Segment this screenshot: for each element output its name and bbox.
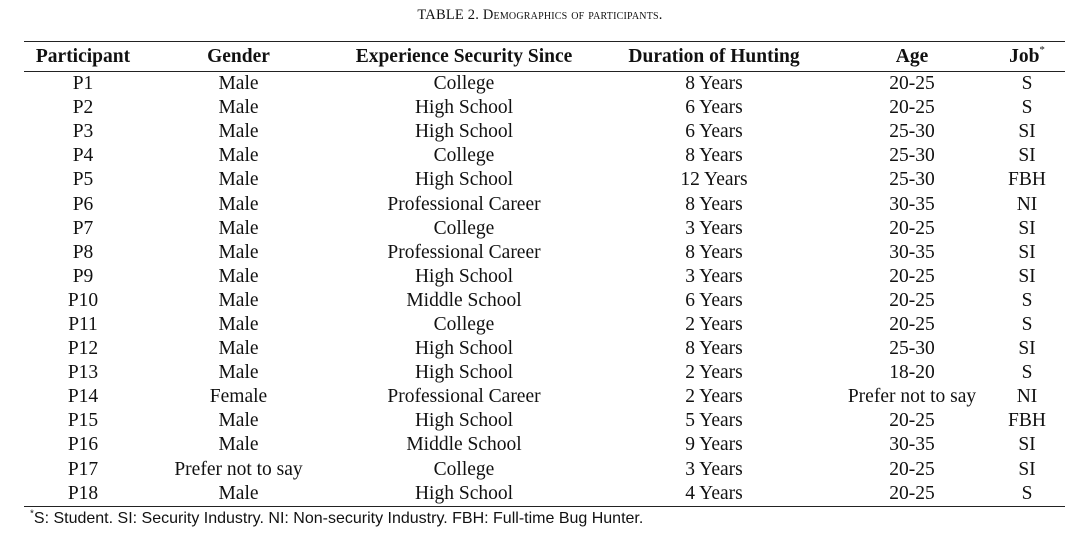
cell-participant: P12 [67, 338, 99, 360]
cell-job: SI [1018, 121, 1036, 143]
cell-gender: Male [218, 193, 259, 215]
cell-job: S [1021, 482, 1033, 504]
cell-age: 20-25 [889, 289, 935, 311]
cell-gender: Male [218, 217, 259, 239]
table-row [24, 361, 1065, 385]
cell-experience: High School [414, 362, 514, 384]
cell-participant: P15 [67, 410, 99, 432]
cell-age: 30-35 [889, 193, 935, 215]
footnote-marker: * [30, 508, 34, 520]
cell-gender: Male [218, 169, 259, 191]
cell-job: SI [1018, 458, 1036, 480]
cell-job: S [1021, 362, 1033, 384]
table-row [24, 385, 1065, 409]
cell-job: FBH [1008, 169, 1046, 191]
cell-duration: 12 Years [680, 169, 748, 191]
cell-experience: Professional Career [387, 241, 541, 263]
cell-age: 25-30 [889, 338, 935, 360]
footnote-text: S: Student. SI: Security Industry. NI: Non-security Industry. FBH: Full-time Bug Hunter. [33, 510, 644, 527]
table-row [24, 409, 1065, 433]
cell-age: 25-30 [889, 121, 935, 143]
cell-participant: P1 [72, 73, 94, 95]
table-row [24, 337, 1065, 361]
table-row [24, 482, 1065, 507]
header-duration: Duration of Hunting [628, 46, 800, 67]
table-row [24, 265, 1065, 289]
cell-duration: 6 Years [685, 289, 743, 311]
cell-duration: 8 Years [685, 241, 743, 263]
cell-age: 20-25 [889, 265, 935, 287]
header-job-label: Job [1009, 46, 1040, 67]
cell-duration: 8 Years [685, 73, 743, 95]
cell-job: FBH [1008, 410, 1046, 432]
cell-duration: 6 Years [685, 97, 743, 119]
cell-job: S [1021, 289, 1033, 311]
table-row [24, 289, 1065, 313]
cell-experience: High School [414, 121, 514, 143]
cell-experience: Middle School [406, 434, 522, 456]
cell-gender: Male [218, 313, 259, 335]
table-row [24, 144, 1065, 168]
cell-age: Prefer not to say [847, 386, 977, 408]
cell-participant: P7 [72, 217, 94, 239]
cell-job: S [1021, 313, 1033, 335]
cell-job: SI [1018, 217, 1036, 239]
cell-age: 30-35 [889, 434, 935, 456]
caption-title: Demographics of participants. [482, 7, 663, 23]
cell-age: 25-30 [889, 169, 935, 191]
cell-duration: 9 Years [685, 434, 743, 456]
cell-duration: 2 Years [685, 362, 743, 384]
cell-experience: College [433, 217, 495, 239]
table-row [24, 96, 1065, 120]
cell-experience: College [433, 458, 495, 480]
cell-gender: Prefer not to say [174, 458, 303, 480]
cell-duration: 3 Years [685, 265, 743, 287]
table-footnote [30, 510, 643, 528]
cell-duration: 2 Years [685, 313, 743, 335]
cell-gender: Male [218, 338, 259, 360]
table-row [24, 168, 1065, 192]
table-row [24, 458, 1065, 482]
cell-duration: 6 Years [685, 121, 743, 143]
cell-experience: High School [414, 410, 514, 432]
header-experience: Experience Security Since [355, 46, 573, 67]
cell-age: 20-25 [889, 482, 935, 504]
cell-age: 20-25 [889, 217, 935, 239]
cell-age: 18-20 [889, 362, 935, 384]
cell-job: S [1021, 97, 1033, 119]
cell-gender: Male [218, 241, 259, 263]
cell-gender: Male [218, 434, 259, 456]
table-row [24, 72, 1065, 97]
cell-gender: Male [218, 362, 259, 384]
cell-participant: P14 [67, 386, 99, 408]
header-gender: Gender [207, 46, 270, 67]
cell-age: 25-30 [889, 145, 935, 167]
cell-gender: Male [218, 73, 259, 95]
cell-gender: Male [218, 121, 259, 143]
cell-experience: College [433, 73, 495, 95]
cell-gender: Female [209, 386, 268, 408]
cell-duration: 8 Years [685, 338, 743, 360]
cell-gender: Male [218, 145, 259, 167]
cell-participant: P17 [67, 458, 99, 480]
table-row [24, 192, 1065, 216]
table-row [24, 120, 1065, 144]
cell-experience: Professional Career [387, 386, 541, 408]
cell-job: SI [1018, 265, 1036, 287]
cell-experience: High School [414, 97, 514, 119]
cell-experience: College [433, 145, 495, 167]
cell-participant: P11 [68, 313, 98, 335]
cell-experience: High School [414, 169, 514, 191]
cell-job: NI [1016, 386, 1038, 408]
cell-job: S [1021, 73, 1033, 95]
cell-duration: 3 Years [685, 217, 743, 239]
cell-participant: P4 [72, 145, 94, 167]
cell-gender: Male [218, 97, 259, 119]
cell-experience: High School [414, 338, 514, 360]
demographics-table [24, 41, 1065, 507]
caption-prefix: TABLE 2. [417, 7, 480, 23]
cell-participant: P5 [72, 169, 94, 191]
cell-job: SI [1018, 434, 1036, 456]
cell-duration: 8 Years [685, 193, 743, 215]
cell-gender: Male [218, 265, 259, 287]
cell-participant: P8 [72, 241, 94, 263]
cell-gender: Male [218, 482, 259, 504]
cell-participant: P9 [72, 265, 94, 287]
cell-participant: P16 [67, 434, 99, 456]
cell-duration: 5 Years [685, 410, 743, 432]
cell-age: 20-25 [889, 458, 935, 480]
cell-participant: P10 [67, 289, 99, 311]
cell-participant: P2 [72, 97, 94, 119]
cell-experience: High School [414, 265, 514, 287]
cell-experience: Professional Career [387, 193, 541, 215]
header-participant: Participant [35, 46, 131, 67]
cell-gender: Male [218, 289, 259, 311]
table-row [24, 217, 1065, 241]
table-row [24, 313, 1065, 337]
cell-participant: P3 [72, 121, 94, 143]
header-age: Age [895, 46, 929, 67]
cell-job: SI [1018, 241, 1036, 263]
cell-job: SI [1018, 145, 1036, 167]
cell-age: 20-25 [889, 97, 935, 119]
cell-participant: P13 [67, 362, 99, 384]
cell-duration: 3 Years [685, 458, 743, 480]
cell-age: 20-25 [889, 410, 935, 432]
cell-job: SI [1018, 338, 1036, 360]
cell-duration: 4 Years [685, 482, 743, 504]
cell-age: 20-25 [889, 73, 935, 95]
cell-participant: P18 [67, 482, 99, 504]
cell-duration: 2 Years [685, 386, 743, 408]
cell-age: 20-25 [889, 313, 935, 335]
table-caption [0, 7, 1080, 24]
cell-job: NI [1016, 193, 1038, 215]
table-header-row [24, 42, 1065, 72]
cell-participant: P6 [72, 193, 94, 215]
table-row [24, 241, 1065, 265]
header-job-footnote-marker: * [1039, 43, 1045, 56]
cell-gender: Male [218, 410, 259, 432]
table-row [24, 433, 1065, 457]
cell-age: 30-35 [889, 241, 935, 263]
cell-experience: High School [414, 482, 514, 504]
cell-experience: College [433, 313, 495, 335]
header-job [989, 42, 1065, 72]
table-body [24, 72, 1065, 507]
cell-duration: 8 Years [685, 145, 743, 167]
cell-experience: Middle School [406, 289, 522, 311]
